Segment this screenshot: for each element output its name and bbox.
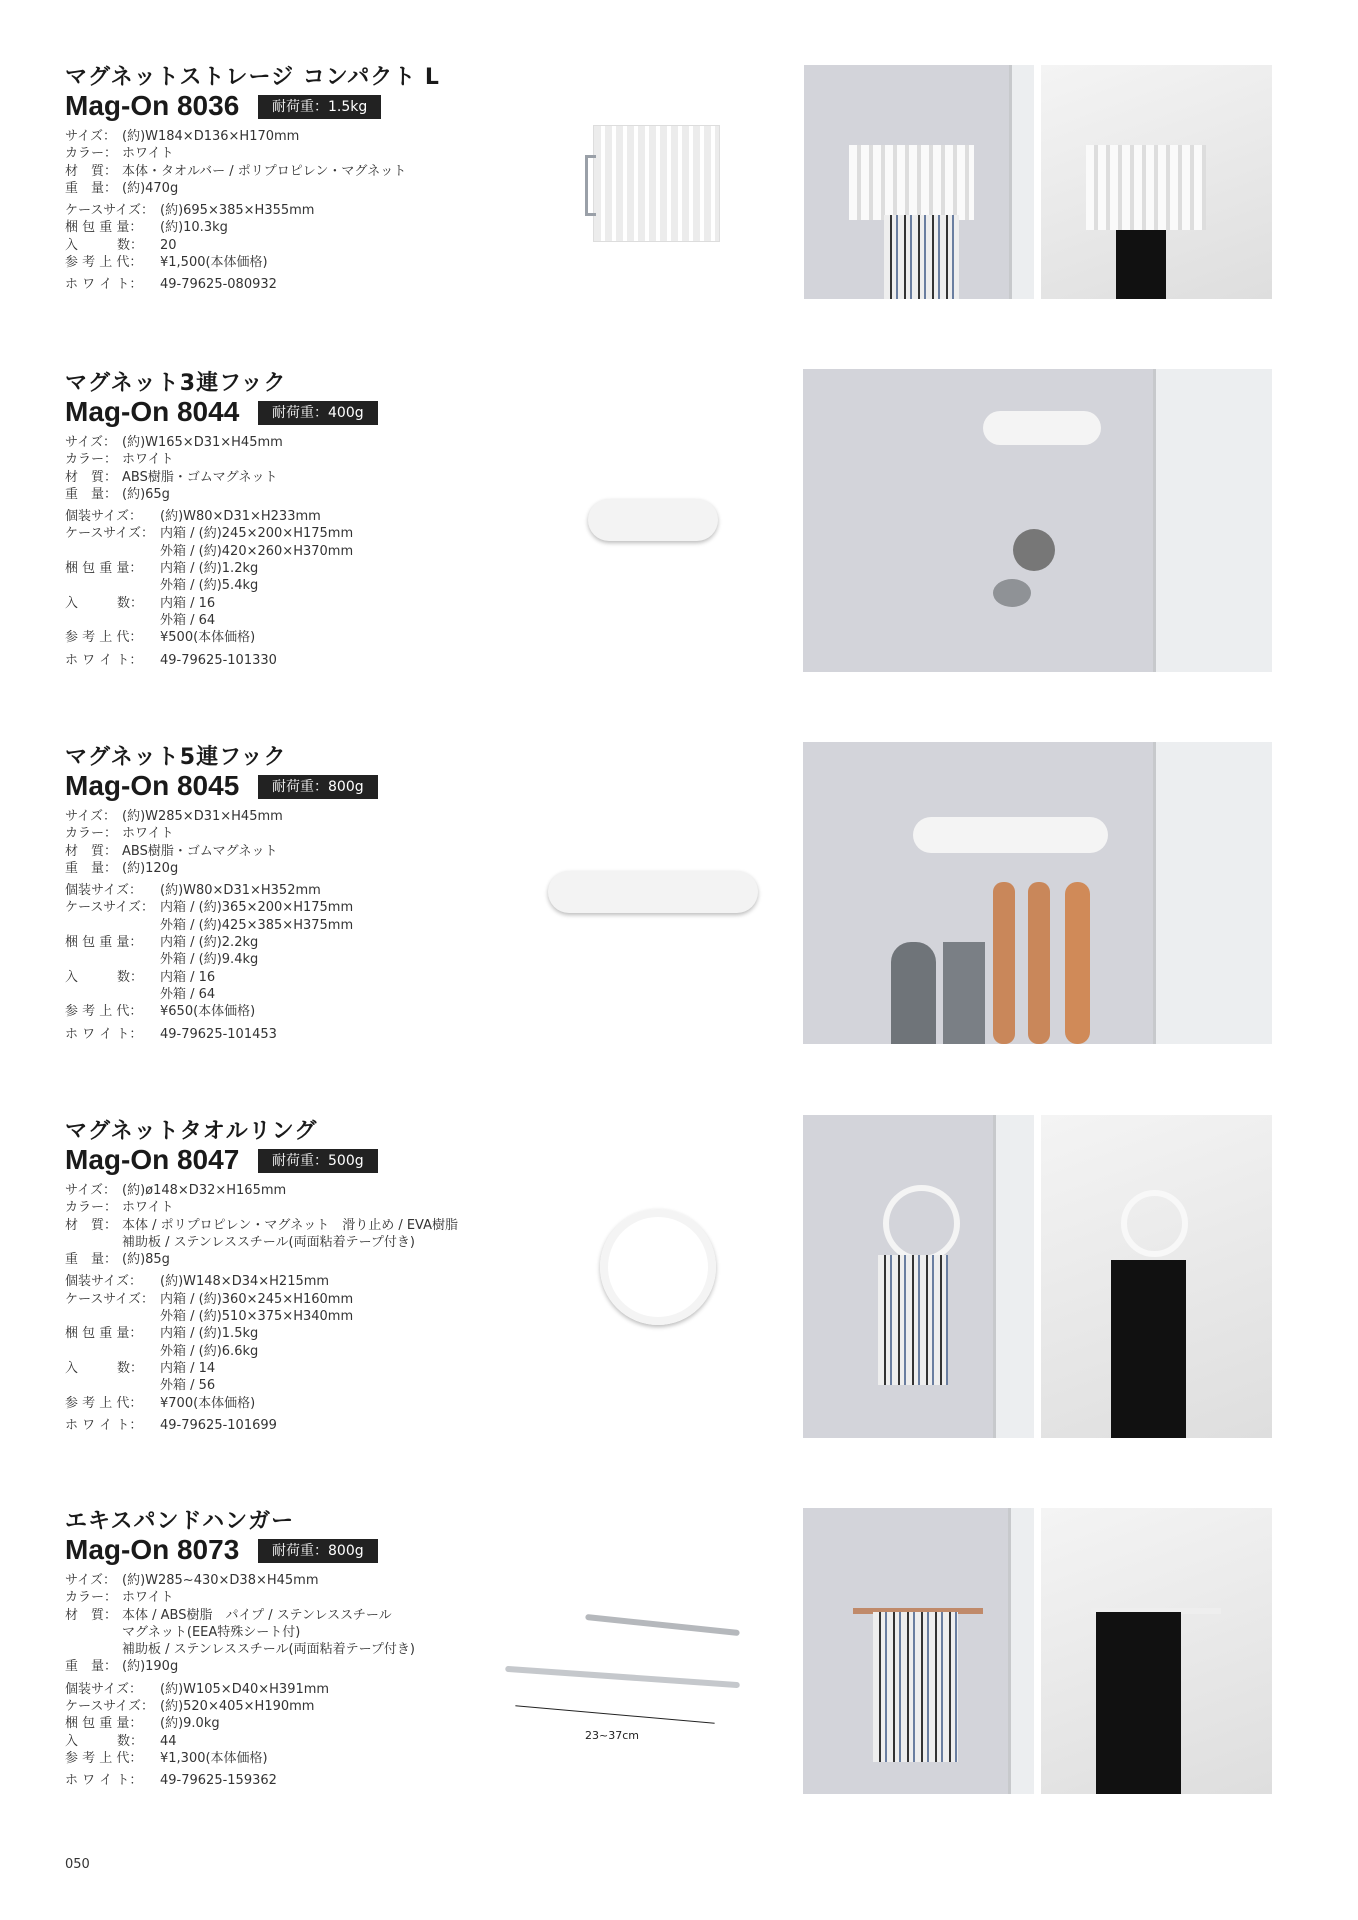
spec-values	[160, 1026, 277, 1043]
spec-values	[160, 1715, 220, 1732]
spec-value: ¥1,300(本体価格)	[160, 1750, 268, 1766]
spec-row	[65, 1572, 415, 1589]
spec-label: 参 考 上 代：	[65, 1004, 143, 1020]
spec-label: カラー：	[65, 1200, 118, 1216]
spec-group	[65, 652, 353, 669]
spec-row	[65, 1589, 415, 1606]
spec-values	[160, 508, 321, 525]
spec-values	[122, 163, 406, 180]
spec-row	[65, 1750, 415, 1767]
product-title: エキスパンドハンガー	[65, 1509, 295, 1534]
page-number: 050	[65, 1857, 90, 1872]
product-title: マグネットタオルリング	[65, 1119, 318, 1144]
model-number: Mag-On 8073	[65, 1534, 240, 1565]
spec-row	[65, 808, 353, 825]
spec-label: 重 量：	[65, 180, 118, 196]
spec-group	[65, 1681, 415, 1767]
spec-values	[122, 128, 299, 145]
spec-value: (約)85g	[122, 1252, 170, 1268]
spec-value: 49-79625-101699	[160, 1417, 277, 1433]
spec-label: ホ ワ イ ト：	[65, 1026, 143, 1042]
spec-label: 個装サイズ：	[65, 509, 142, 525]
expand-hanger-image	[500, 1604, 750, 1754]
spec-values	[160, 969, 215, 1004]
spec-values	[122, 1199, 174, 1216]
spec-row	[65, 934, 353, 969]
spec-value: 内箱 / 14	[160, 1360, 216, 1376]
spec-label: ホ ワ イ ト：	[65, 1417, 143, 1433]
spec-group	[65, 1273, 458, 1411]
spec-value: (約)W105×D40×H391mm	[160, 1681, 330, 1697]
spec-label: ホ ワ イ ト：	[65, 652, 143, 668]
spec-values	[122, 486, 170, 503]
spec-row	[65, 1715, 415, 1732]
spec-label: ホ ワ イ ト：	[65, 277, 143, 293]
spec-value: (約)ø148×D32×H165mm	[122, 1183, 287, 1198]
spec-values	[122, 469, 277, 486]
spec-value: 本体・タオルバー / ポリプロピレン・マグネット	[122, 163, 407, 179]
spec-values	[122, 145, 174, 162]
spec-value: (約)W80×D31×H233mm	[160, 509, 321, 525]
spec-row	[65, 1360, 458, 1395]
spec-value: マグネット(EEA特殊シート付)	[122, 1624, 301, 1640]
spec-row	[65, 434, 353, 451]
spec-label: カラー：	[65, 1590, 118, 1606]
spec-values	[160, 1733, 177, 1750]
spec-list	[65, 1182, 458, 1439]
spec-values	[160, 1003, 255, 1020]
spec-group	[65, 508, 353, 646]
spec-values	[160, 219, 228, 236]
spec-value: ¥1,500(本体価格)	[160, 255, 268, 271]
product-title: マグネットストレージ コンパクト L	[65, 65, 440, 90]
spec-label: サイズ：	[65, 1183, 116, 1198]
storage-basket-image	[585, 115, 725, 250]
spec-row	[65, 1199, 458, 1216]
spec-row	[65, 560, 353, 595]
spec-row	[65, 276, 406, 293]
load-capacity-badge: 耐荷重：1.5kg	[258, 95, 381, 119]
product-photo-washer	[1041, 1508, 1272, 1794]
spec-label: ケースサイズ：	[65, 1291, 155, 1307]
spec-row	[65, 1273, 458, 1290]
spec-values	[160, 1417, 277, 1434]
spec-label: サイズ：	[65, 129, 116, 144]
spec-row	[65, 899, 353, 934]
product-photo-fridge	[803, 1508, 1034, 1794]
width-range-label: 23~37cm	[585, 1729, 639, 1742]
spec-row	[65, 1182, 458, 1199]
spec-label: 材 質：	[65, 1607, 118, 1623]
spec-value: (約)190g	[122, 1659, 179, 1675]
spec-values	[160, 276, 277, 293]
spec-row	[65, 237, 406, 254]
spec-label: 重 量：	[65, 1659, 118, 1675]
spec-list	[65, 808, 353, 1048]
spec-value: ホワイト	[122, 146, 174, 162]
spec-value: 内箱 / (約)1.5kg	[160, 1326, 259, 1342]
load-capacity-badge: 耐荷重：500g	[258, 1149, 378, 1173]
spec-label: 入 数：	[65, 1733, 144, 1749]
spec-label: 入 数：	[65, 1360, 144, 1376]
spec-values	[122, 1589, 174, 1606]
spec-group	[65, 1026, 353, 1043]
spec-value: ホワイト	[122, 1200, 174, 1216]
spec-value: 外箱 / 64	[160, 612, 216, 628]
spec-row	[65, 825, 353, 842]
spec-values	[122, 843, 277, 860]
spec-values	[160, 1698, 314, 1715]
spec-row	[65, 486, 353, 503]
spec-values	[122, 434, 283, 451]
spec-value: ホワイト	[122, 452, 174, 468]
spec-label: 材 質：	[65, 163, 118, 179]
spec-label: 梱 包 重 量：	[65, 935, 143, 951]
spec-value: 外箱 / 56	[160, 1378, 216, 1394]
spec-row	[65, 969, 353, 1004]
spec-values	[160, 1291, 353, 1326]
spec-label: ケースサイズ：	[65, 900, 155, 916]
spec-row	[65, 254, 406, 271]
spec-label: 材 質：	[65, 843, 118, 859]
spec-label: カラー：	[65, 826, 118, 842]
spec-row	[65, 163, 406, 180]
spec-values	[122, 1658, 178, 1675]
spec-label: 入 数：	[65, 969, 144, 985]
spec-value: 補助板 / ステンレススチール(両面粘着テープ付き)	[122, 1234, 415, 1250]
spec-row	[65, 1251, 458, 1268]
spec-values	[160, 202, 314, 219]
spec-values	[160, 1681, 329, 1698]
spec-row	[65, 1698, 415, 1715]
load-capacity-badge: 耐荷重：800g	[258, 1539, 378, 1563]
spec-value: 本体 / ABS樹脂 パイプ / ステンレススチール	[122, 1607, 392, 1623]
load-capacity-badge: 耐荷重：800g	[258, 775, 378, 799]
spec-value: 内箱 / (約)360×245×H160mm	[160, 1291, 354, 1307]
spec-value: (約)W285×D31×H45mm	[122, 809, 283, 824]
spec-values	[160, 1395, 255, 1412]
product-photo-washer	[1041, 65, 1272, 299]
spec-value: 20	[160, 237, 177, 253]
product-photo-kitchen	[803, 369, 1272, 672]
spec-group	[65, 202, 406, 271]
spec-value: (約)W184×D136×H170mm	[122, 129, 300, 144]
spec-row	[65, 145, 406, 162]
spec-value: 外箱 / (約)6.6kg	[160, 1343, 259, 1359]
spec-value: 外箱 / (約)5.4kg	[160, 578, 259, 594]
spec-label: ケースサイズ：	[65, 203, 155, 219]
spec-value: 外箱 / (約)9.4kg	[160, 952, 259, 968]
spec-row	[65, 1395, 458, 1412]
spec-row	[65, 1607, 415, 1659]
spec-label: 材 質：	[65, 469, 118, 485]
spec-list	[65, 128, 406, 299]
spec-group	[65, 1182, 458, 1268]
spec-row	[65, 1417, 458, 1434]
spec-value: 内箱 / (約)365×200×H175mm	[160, 900, 354, 916]
spec-row	[65, 508, 353, 525]
spec-values	[160, 1273, 329, 1290]
spec-value: 外箱 / (約)420×260×H370mm	[160, 543, 354, 559]
spec-row	[65, 1658, 415, 1675]
spec-values	[122, 825, 174, 842]
spec-label: 個装サイズ：	[65, 1681, 142, 1697]
spec-values	[160, 882, 321, 899]
model-number: Mag-On 8044	[65, 396, 240, 427]
spec-label: 入 数：	[65, 595, 144, 611]
spec-row	[65, 882, 353, 899]
spec-group	[65, 434, 353, 503]
spec-values	[160, 652, 277, 669]
spec-value: ホワイト	[122, 826, 174, 842]
spec-row	[65, 1772, 415, 1789]
spec-values	[160, 595, 215, 630]
spec-group	[65, 808, 353, 877]
model-number: Mag-On 8036	[65, 90, 240, 121]
spec-label: サイズ：	[65, 435, 116, 450]
spec-value: 49-79625-101330	[160, 652, 277, 668]
spec-values	[160, 525, 353, 560]
spec-values	[160, 1325, 258, 1360]
spec-row	[65, 843, 353, 860]
spec-group	[65, 1772, 415, 1789]
spec-label: 梱 包 重 量：	[65, 220, 143, 236]
model-number: Mag-On 8045	[65, 770, 240, 801]
spec-label: 材 質：	[65, 1217, 118, 1233]
spec-row	[65, 451, 353, 468]
spec-label: 参 考 上 代：	[65, 630, 143, 646]
spec-value: (約)520×405×H190mm	[160, 1699, 315, 1715]
spec-value: ¥500(本体価格)	[160, 630, 256, 646]
spec-label: 梱 包 重 量：	[65, 1716, 143, 1732]
spec-value: ABS樹脂・ゴムマグネット	[122, 469, 278, 485]
spec-label: 個装サイズ：	[65, 883, 142, 899]
spec-row	[65, 219, 406, 236]
spec-row	[65, 1291, 458, 1326]
spec-value: (約)9.0kg	[160, 1716, 220, 1732]
spec-value: 49-79625-080932	[160, 277, 277, 293]
spec-value: (約)W80×D31×H352mm	[160, 883, 321, 899]
spec-label: ホ ワ イ ト：	[65, 1773, 143, 1789]
spec-row	[65, 595, 353, 630]
spec-values	[122, 1217, 458, 1252]
spec-row	[65, 1733, 415, 1750]
spec-value: 内箱 / 16	[160, 595, 216, 611]
spec-row	[65, 128, 406, 145]
spec-label: ケースサイズ：	[65, 1699, 155, 1715]
spec-label: カラー：	[65, 146, 118, 162]
spec-row	[65, 1681, 415, 1698]
spec-row	[65, 1026, 353, 1043]
spec-value: 内箱 / (約)1.2kg	[160, 561, 259, 577]
spec-value: 外箱 / (約)425×385×H375mm	[160, 917, 354, 933]
spec-value: (約)W165×D31×H45mm	[122, 435, 283, 450]
model-number: Mag-On 8047	[65, 1144, 240, 1175]
spec-label: 重 量：	[65, 1252, 118, 1268]
spec-row	[65, 202, 406, 219]
spec-row	[65, 629, 353, 646]
spec-value: ホワイト	[122, 1590, 174, 1606]
spec-label: サイズ：	[65, 1573, 116, 1588]
product-title: マグネット5連フック	[65, 745, 287, 770]
three-hook-image	[588, 499, 718, 541]
spec-values	[160, 1750, 268, 1767]
towel-ring-image	[600, 1209, 716, 1325]
spec-label: 梱 包 重 量：	[65, 561, 143, 577]
spec-label: 梱 包 重 量：	[65, 1326, 143, 1342]
spec-values	[122, 1572, 319, 1589]
spec-values	[160, 560, 258, 595]
spec-values	[160, 1772, 277, 1789]
spec-value: (約)10.3kg	[160, 220, 228, 236]
spec-values	[160, 899, 353, 934]
spec-group	[65, 128, 406, 197]
spec-value: ABS樹脂・ゴムマグネット	[122, 843, 278, 859]
spec-label: ケースサイズ：	[65, 526, 155, 542]
spec-values	[122, 1251, 170, 1268]
spec-value: 内箱 / (約)245×200×H175mm	[160, 526, 354, 542]
spec-row	[65, 1217, 458, 1252]
spec-value: 49-79625-159362	[160, 1773, 277, 1789]
spec-row	[65, 469, 353, 486]
spec-list	[65, 434, 353, 674]
spec-row	[65, 180, 406, 197]
spec-label: カラー：	[65, 452, 118, 468]
spec-value: 内箱 / (約)2.2kg	[160, 935, 259, 951]
five-hook-image	[548, 871, 758, 913]
spec-value: (約)W148×D34×H215mm	[160, 1274, 330, 1290]
spec-value: 49-79625-101453	[160, 1026, 277, 1042]
spec-values	[160, 254, 268, 271]
spec-value: 外箱 / (約)510×375×H340mm	[160, 1309, 354, 1325]
spec-values	[160, 629, 255, 646]
spec-label: 参 考 上 代：	[65, 255, 143, 271]
spec-row	[65, 1325, 458, 1360]
spec-list	[65, 1572, 415, 1795]
spec-values	[122, 1607, 415, 1659]
product-title: マグネット3連フック	[65, 371, 287, 396]
spec-value: 外箱 / 64	[160, 986, 216, 1002]
spec-value: 内箱 / 16	[160, 969, 216, 985]
spec-label: 参 考 上 代：	[65, 1395, 143, 1411]
load-capacity-badge: 耐荷重：400g	[258, 401, 378, 425]
spec-value: ¥650(本体価格)	[160, 1004, 256, 1020]
spec-group	[65, 882, 353, 1020]
spec-values	[160, 934, 258, 969]
spec-label: 個装サイズ：	[65, 1274, 142, 1290]
spec-label: 重 量：	[65, 486, 118, 502]
product-photo-utensils	[803, 742, 1272, 1044]
spec-value: (約)120g	[122, 860, 179, 876]
spec-values	[160, 1360, 215, 1395]
spec-value: 本体 / ポリプロピレン・マグネット 滑り止め / EVA樹脂	[122, 1217, 459, 1233]
spec-values	[160, 237, 177, 254]
spec-values	[122, 1182, 286, 1199]
spec-label: 入 数：	[65, 237, 144, 253]
product-photo-washer	[1041, 1115, 1272, 1438]
spec-value: (約)W285~430×D38×H45mm	[122, 1573, 319, 1588]
spec-group	[65, 1572, 415, 1676]
spec-value: (約)695×385×H355mm	[160, 203, 315, 219]
spec-label: 重 量：	[65, 860, 118, 876]
spec-row	[65, 525, 353, 560]
spec-group	[65, 1417, 458, 1434]
spec-value: ¥700(本体価格)	[160, 1395, 256, 1411]
spec-values	[122, 180, 178, 197]
product-photo-fridge	[803, 1115, 1034, 1438]
spec-value: (約)65g	[122, 486, 170, 502]
spec-row	[65, 1003, 353, 1020]
spec-values	[122, 808, 283, 825]
spec-label: 参 考 上 代：	[65, 1750, 143, 1766]
product-photo-fridge	[804, 65, 1034, 299]
spec-row	[65, 652, 353, 669]
spec-values	[122, 451, 174, 468]
spec-value: (約)470g	[122, 180, 179, 196]
spec-row	[65, 860, 353, 877]
spec-label: サイズ：	[65, 809, 116, 824]
spec-value: 44	[160, 1733, 177, 1749]
spec-group	[65, 276, 406, 293]
spec-value: 補助板 / ステンレススチール(両面粘着テープ付き)	[122, 1642, 415, 1658]
spec-values	[122, 860, 178, 877]
